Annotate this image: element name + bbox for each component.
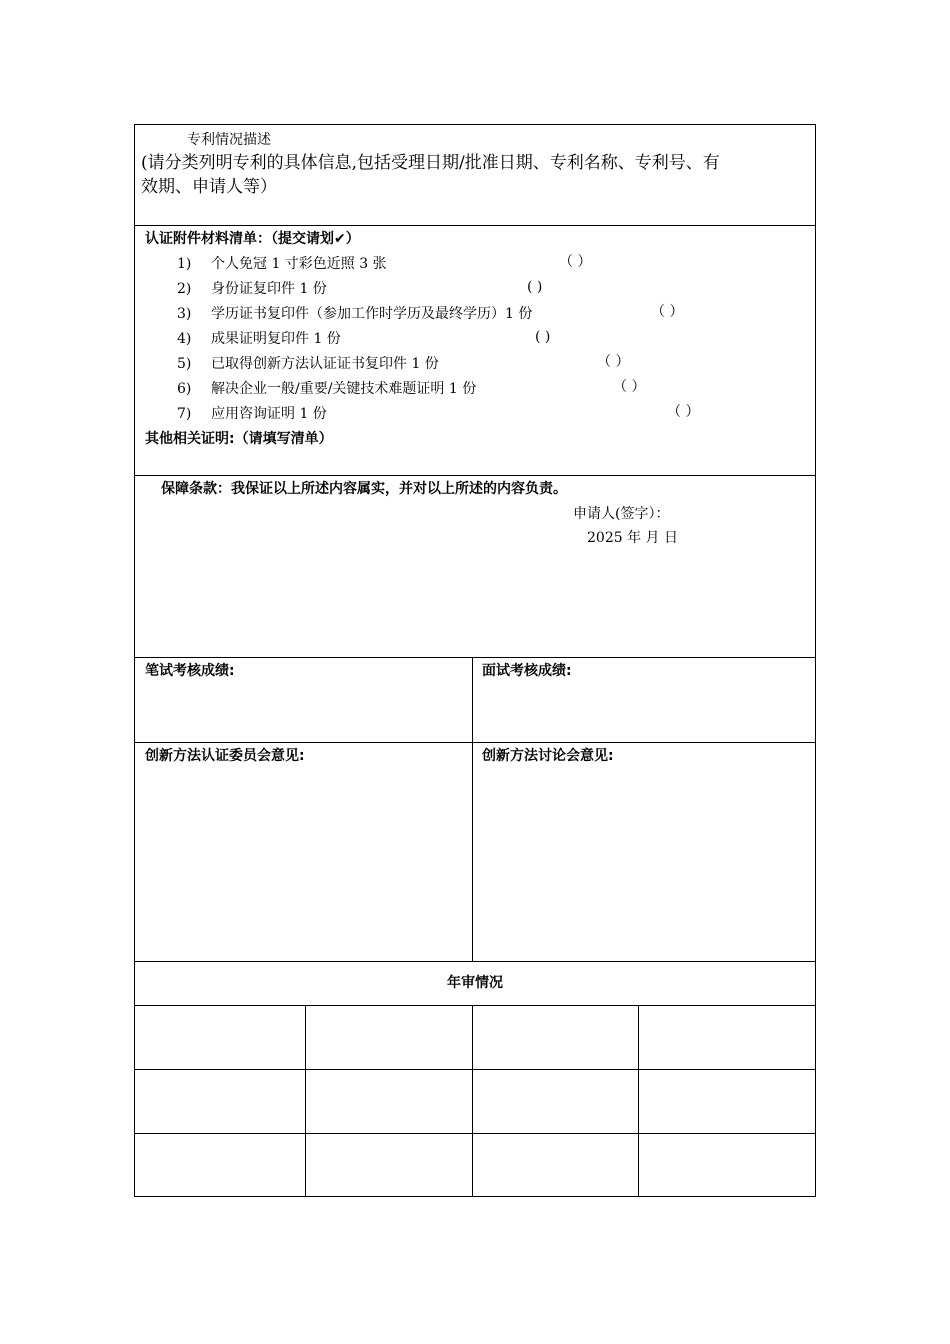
- attachment-number: 3): [177, 306, 192, 322]
- attachment-number: 7): [177, 406, 192, 422]
- attachment-text: 学历证书复印件（参加工作时学历及最终学历）1 份: [211, 306, 533, 322]
- guarantee-clause: 保障条款：我保证以上所述内容属实，并对以上所述的内容负责。: [161, 481, 567, 497]
- patent-section: [134, 124, 816, 226]
- attachment-number: 1): [177, 256, 192, 272]
- attachment-text: 应用咨询证明 1 份: [211, 406, 327, 422]
- attachment-check-mark[interactable]: ( ): [527, 279, 543, 295]
- attachment-text: 解决企业一般/重要/关键技术难题证明 1 份: [211, 381, 477, 397]
- patent-description-line-2: 效期、申请人等）: [141, 177, 277, 197]
- attachment-number: 2): [177, 281, 192, 297]
- attachment-number: 5): [177, 356, 192, 372]
- patent-heading: 专利情况描述: [187, 132, 271, 148]
- annual-review-grid: [134, 1005, 816, 1197]
- annual-review-title: 年审情况: [447, 975, 503, 991]
- attachment-check-mark[interactable]: （ ）: [597, 354, 630, 370]
- committee-opinion-label: 创新方法认证委员会意见:: [145, 748, 305, 764]
- attachment-check-mark[interactable]: ( ): [535, 329, 551, 345]
- scores-section: [134, 657, 816, 743]
- attachment-text: 已取得创新方法认证证书复印件 1 份: [211, 356, 439, 372]
- attachment-check-mark[interactable]: （ ）: [613, 379, 646, 395]
- attachment-text: 个人免冠 1 寸彩色近照 3 张: [211, 256, 387, 272]
- attachment-check-mark[interactable]: （ ）: [667, 404, 700, 420]
- interview-score-label: 面试考核成绩:: [482, 663, 572, 679]
- attachment-check-mark[interactable]: （ ）: [559, 254, 592, 270]
- attachments-section: [134, 225, 816, 476]
- annual-review-title-row: [134, 961, 816, 1006]
- attachment-number: 4): [177, 331, 192, 347]
- guarantee-section: [134, 475, 816, 658]
- applicant-signature-label: 申请人(签字）：: [573, 506, 670, 522]
- attachment-check-mark[interactable]: （ ）: [651, 304, 684, 320]
- patent-description-line-1: (请分类列明专利的具体信息,包括受理日期/批准日期、专利名称、专利号、有: [141, 153, 720, 173]
- opinions-section: [134, 742, 816, 962]
- attachments-heading: 认证附件材料清单：（提交请划✔）: [145, 231, 360, 247]
- other-certificates-label: 其他相关证明:（请填写清单）: [145, 431, 333, 447]
- attachment-text: 成果证明复印件 1 份: [211, 331, 341, 347]
- attachment-number: 6): [177, 381, 192, 397]
- written-exam-score-label: 笔试考核成绩:: [145, 663, 235, 679]
- signature-date: 2025 年 月 日: [587, 530, 678, 546]
- discussion-opinion-label: 创新方法讨论会意见:: [482, 748, 614, 764]
- attachment-text: 身份证复印件 1 份: [211, 281, 327, 297]
